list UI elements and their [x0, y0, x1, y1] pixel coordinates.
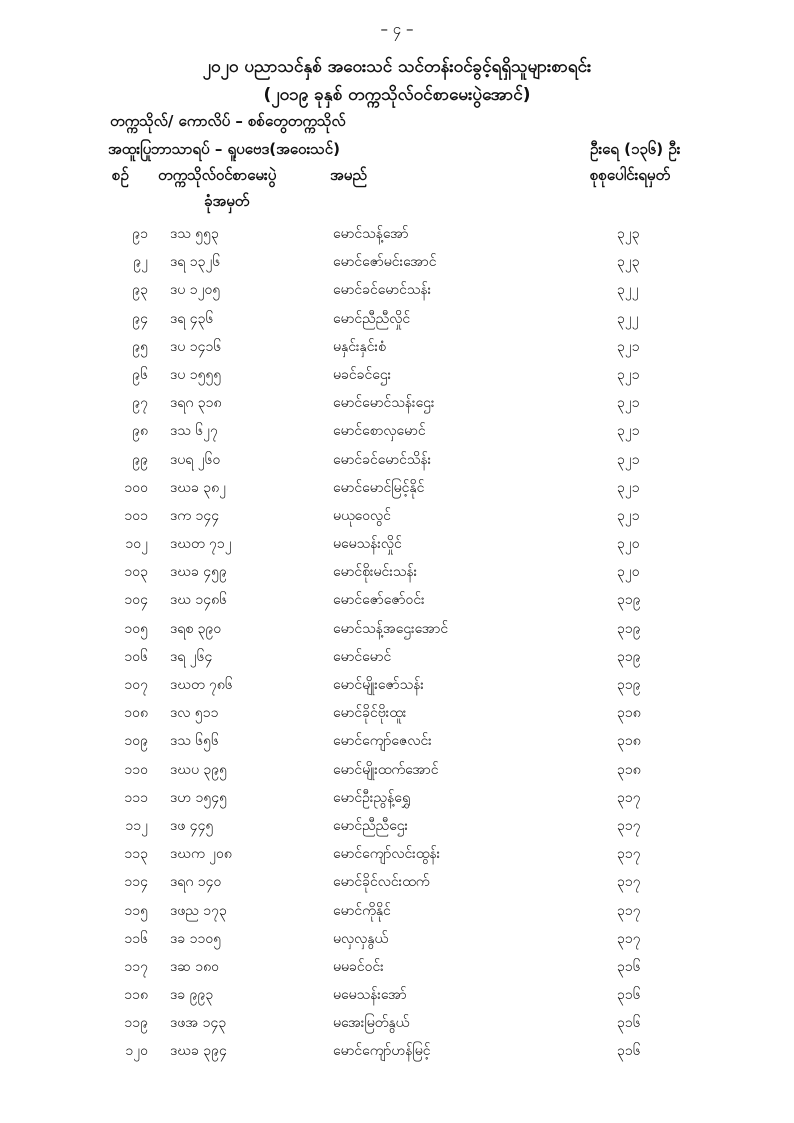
- table-row: [0, 897, 794, 925]
- row-seq: ၁၀၈: [124, 705, 148, 722]
- row-total-marks: ၃၂၃: [617, 226, 640, 242]
- table-row: [0, 727, 794, 755]
- row-name: မောင်မျိုးဇော်သန်း: [333, 677, 424, 693]
- row-total-marks: ၃၁၉: [617, 620, 641, 637]
- row-name: မလှလှနွယ်: [333, 930, 389, 947]
- row-total-marks: ၃၁၆: [617, 987, 641, 1004]
- row-name: မောင်ညီညီဌေး: [333, 817, 409, 834]
- row-total-marks: ၃၂၀: [617, 536, 640, 553]
- row-seq: ၁၀၄: [124, 592, 148, 609]
- row-total-marks: ၃၁၈: [617, 705, 641, 722]
- row-roll-number: ဒဆ ၁၈၀: [170, 958, 220, 975]
- row-name: မောင်မောင်သန်းဌေး: [333, 395, 435, 412]
- row-name: မောင်ခိုင်လင်းထက်: [333, 874, 430, 891]
- row-total-marks: ၃၁၇: [617, 902, 641, 919]
- row-name: မောင်သန့်အော်: [333, 226, 409, 242]
- row-seq: ၉၅: [132, 338, 148, 355]
- header-name: အမည်: [330, 166, 367, 184]
- row-roll-number: ဒပရ ၂၆၀: [170, 451, 221, 468]
- row-seq: ၁၁၀: [124, 761, 148, 778]
- table-row: [0, 361, 794, 389]
- row-seq: ၁၀၀: [124, 479, 148, 496]
- row-seq: ၁၀၅: [124, 620, 148, 637]
- row-roll-number: ဒဃက ၂၀၈: [170, 846, 232, 863]
- row-total-marks: ၃၁၇: [617, 789, 641, 806]
- table-row: [0, 333, 794, 361]
- row-seq: ၁၀၇: [124, 677, 148, 693]
- row-seq: ၉၁: [132, 226, 148, 242]
- row-name: မောင်ညီညီလှိုင်: [333, 310, 411, 327]
- row-name: မောင်မောင်: [333, 648, 392, 665]
- row-seq: ၉၂: [133, 254, 148, 271]
- row-name: မောင်သန့်အဌေးအောင်: [333, 620, 449, 637]
- row-total-marks: ၃၂၁: [617, 507, 640, 524]
- row-seq: ၉၉: [132, 451, 148, 468]
- row-total-marks: ၃၂၁: [617, 423, 640, 440]
- row-total-marks: ၃၁၆: [617, 1015, 641, 1032]
- table-row: [0, 474, 794, 502]
- major-subject: အထူးပြုဘာသာရပ် – ရူပဗေဒ(အဝေးသင်): [108, 140, 340, 158]
- document-subtitle: (၂၀၁၉ ခုနှစ် တက္ကသိုလ်ဝင်စာမေးပွဲအောင်): [263, 85, 531, 105]
- row-total-marks: ၃၁၉: [617, 592, 641, 609]
- row-roll-number: ဒရ ၂၆၄: [170, 648, 213, 665]
- row-total-marks: ၃၂၂: [617, 310, 639, 327]
- row-roll-number: ဒဟ ၁၅၄၅: [170, 789, 227, 806]
- row-roll-number: ဒဖ ၄၄၅: [170, 817, 214, 834]
- row-name: မောင်စောလှမောင်: [333, 423, 426, 440]
- row-total-marks: ၃၁၇: [617, 874, 641, 891]
- row-total-marks: ၃၁၈: [617, 733, 641, 750]
- table-row: [0, 446, 794, 474]
- table-row: [0, 1009, 794, 1037]
- row-name: မယုဝေလွင်: [333, 507, 391, 524]
- row-seq: ၁၁၂: [125, 817, 148, 834]
- row-name: မောင်ဦးညွန့်ရွှေ: [333, 789, 411, 806]
- header-seq: စဉ်: [112, 166, 129, 184]
- row-name: မောင်ဇော်မင်းအောင်: [333, 254, 437, 271]
- row-total-marks: ၃၂၃: [617, 254, 640, 271]
- row-name: မောင်စိုးမင်းသန်း: [333, 564, 418, 581]
- row-seq: ၁၁၅: [124, 902, 148, 919]
- table-row: [0, 868, 794, 896]
- table-row: [0, 784, 794, 812]
- row-name: မောင်ကျော်လင်းထွန်း: [333, 846, 441, 863]
- table-row: [0, 305, 794, 333]
- row-roll-number: ဒခ ၉၉၃: [170, 987, 214, 1004]
- row-roll-number: ဒဃခ ၃၉၄: [170, 1043, 227, 1060]
- row-seq: ၁၁၉: [124, 1015, 148, 1032]
- table-row: [0, 840, 794, 868]
- table-row: [0, 643, 794, 671]
- row-roll-number: ဒရ ၁၃၂၆: [170, 254, 221, 271]
- table-row: [0, 925, 794, 953]
- table-row: [0, 671, 794, 699]
- row-name: မောင်ကိုနိုင်: [333, 902, 391, 919]
- row-total-marks: ၃၂၁: [617, 451, 640, 468]
- row-seq: ၁၀၂: [125, 536, 148, 553]
- row-seq: ၁၀၃: [124, 564, 148, 581]
- row-total-marks: ၃၁၉: [617, 677, 641, 693]
- table-row: [0, 530, 794, 558]
- row-roll-number: ဒရဂ ၃၁၈: [170, 395, 222, 412]
- row-roll-number: ဒရစ ၃၉၀: [170, 620, 222, 637]
- row-seq: ၁၁၁: [124, 789, 148, 806]
- table-row: [0, 756, 794, 784]
- row-roll-number: ဒဃတ ၇၁၂: [170, 536, 232, 553]
- university-line: တက္ကသိုလ်/ ကောလိပ် – စစ်တွေတက္ကသိုလ်: [110, 112, 346, 130]
- row-total-marks: ၃၁၇: [617, 817, 641, 834]
- table-row: [0, 558, 794, 586]
- table-row: [0, 502, 794, 530]
- row-roll-number: ဒပ ၁၂၀၅: [170, 282, 221, 299]
- table-row: [0, 220, 794, 248]
- row-total-marks: ၃၂၁: [617, 366, 640, 383]
- row-roll-number: ဒလ ၅၁၁: [170, 705, 219, 722]
- row-seq: ၁၁၄: [124, 874, 148, 891]
- table-row: [0, 586, 794, 614]
- row-roll-number: ဒက ၁၄၄: [170, 507, 220, 524]
- row-roll-number: ဒဃခ ၄၅၉: [170, 564, 227, 581]
- row-name: မောင်ဇော်ဇော်ဝင်း: [333, 592, 425, 609]
- row-total-marks: ၃၁၉: [617, 648, 641, 665]
- row-seq: ၉၃: [132, 282, 148, 299]
- row-total-marks: ၃၁၈: [617, 761, 641, 778]
- header-roll-number: တက္ကသိုလ်ဝင်စာမေးပွဲ: [158, 166, 277, 184]
- row-roll-number: ဒပ ၁၄၁၆: [170, 338, 222, 355]
- row-seq: ၉၆: [132, 366, 148, 383]
- row-roll-number: ဒသ ၅၅၃: [170, 226, 219, 242]
- row-seq: ၁၁၈: [124, 987, 148, 1004]
- row-name: မမေသန်းအော်: [333, 987, 407, 1004]
- row-seq: ၁၀၆: [124, 648, 148, 665]
- table-row: [0, 699, 794, 727]
- row-total-marks: ၃၂၁: [617, 338, 640, 355]
- row-seq: ၉၄: [132, 310, 148, 327]
- row-roll-number: ဒဃတ ၇၈၆: [170, 677, 233, 693]
- row-roll-number: ဒရ ၄၃၆: [170, 310, 214, 327]
- row-name: မောင်ကျော်ဟန်မြင့်: [333, 1043, 431, 1060]
- row-seq: ၁၀၁: [124, 507, 148, 524]
- row-name: မောင်မျိုးထက်အောင်: [333, 761, 439, 778]
- row-name: မအေးမြတ်နွယ်: [333, 1015, 410, 1032]
- table-row: [0, 248, 794, 276]
- row-seq: ၁၀၉: [124, 733, 148, 750]
- table-row: [0, 417, 794, 445]
- row-name: မမေသန်းလှိုင်: [333, 536, 402, 553]
- row-roll-number: ဒပ ၁၅၅၅: [170, 366, 222, 383]
- row-seq: ၉၈: [132, 423, 148, 440]
- row-total-marks: ၃၁၆: [617, 1043, 641, 1060]
- row-seq: ၉၇: [132, 395, 148, 412]
- table-row: [0, 953, 794, 981]
- table-row: [0, 389, 794, 417]
- document-title: ၂၀၂၀ ပညာသင်နှစ် အဝေးသင် သင်တန်းဝင်ခွင့်ရရှိသူများစာရင်း: [202, 57, 592, 77]
- row-name: မောင်ခင်မောင်သန်း: [333, 282, 432, 299]
- row-roll-number: ဒသ ၆၂၇: [170, 423, 218, 440]
- row-name: မောင်မောင်မြင့်နိုင်: [333, 479, 425, 496]
- row-roll-number: ဒဃခ ၃၈၂: [170, 479, 227, 496]
- row-roll-number: ဒဖည ၁၇၃: [170, 902, 227, 919]
- header-total-marks: စုစုပေါင်းရမှတ်: [590, 166, 671, 184]
- row-total-marks: ၃၁၆: [617, 958, 641, 975]
- header-roll-number-line2: ခုံအမှတ်: [204, 192, 250, 210]
- row-name: မနှင်းနှင်းစံ: [333, 338, 386, 355]
- table-row: [0, 1037, 794, 1065]
- page-number: – ၄ –: [380, 20, 414, 38]
- row-total-marks: ၃၂၁: [617, 479, 640, 496]
- row-name: မောင်ကျော်ဇေလင်း: [333, 733, 432, 750]
- row-name: မခင်ခင်ဌေး: [333, 366, 392, 383]
- row-roll-number: ဒဖအ ၁၄၃: [170, 1015, 227, 1032]
- student-count: ဦးရေ (၁၃၆) ဦး: [590, 140, 681, 158]
- row-seq: ၁၂၀: [125, 1043, 148, 1060]
- row-seq: ၁၁၆: [124, 930, 148, 947]
- row-total-marks: ၃၂၀: [617, 564, 640, 581]
- row-name: မောင်ခင်မောင်သိန်း: [333, 451, 432, 468]
- row-roll-number: ဒခ ၁၁၀၅: [170, 930, 222, 947]
- table-row: [0, 812, 794, 840]
- row-roll-number: ဒရဂ ၁၄၀: [170, 874, 222, 891]
- row-total-marks: ၃၁၇: [617, 930, 641, 947]
- row-roll-number: ဒဃပ ၃၉၅: [170, 761, 228, 778]
- row-seq: ၁၁၇: [124, 958, 148, 975]
- row-total-marks: ၃၁၇: [617, 846, 641, 863]
- row-name: မမခင်ဝင်း: [333, 958, 384, 975]
- results-table: [0, 220, 794, 1066]
- table-row: [0, 981, 794, 1009]
- row-name: မောင်ခိုင်ဗိုးထူး: [333, 705, 407, 722]
- row-roll-number: ဒဃ ၁၄၈၆: [170, 592, 228, 609]
- table-row: [0, 615, 794, 643]
- row-total-marks: ၃၂၂: [617, 282, 639, 299]
- row-seq: ၁၁၃: [124, 846, 148, 863]
- table-row: [0, 276, 794, 304]
- row-total-marks: ၃၂၁: [617, 395, 640, 412]
- row-roll-number: ဒသ ၆၅၆: [170, 733, 219, 750]
